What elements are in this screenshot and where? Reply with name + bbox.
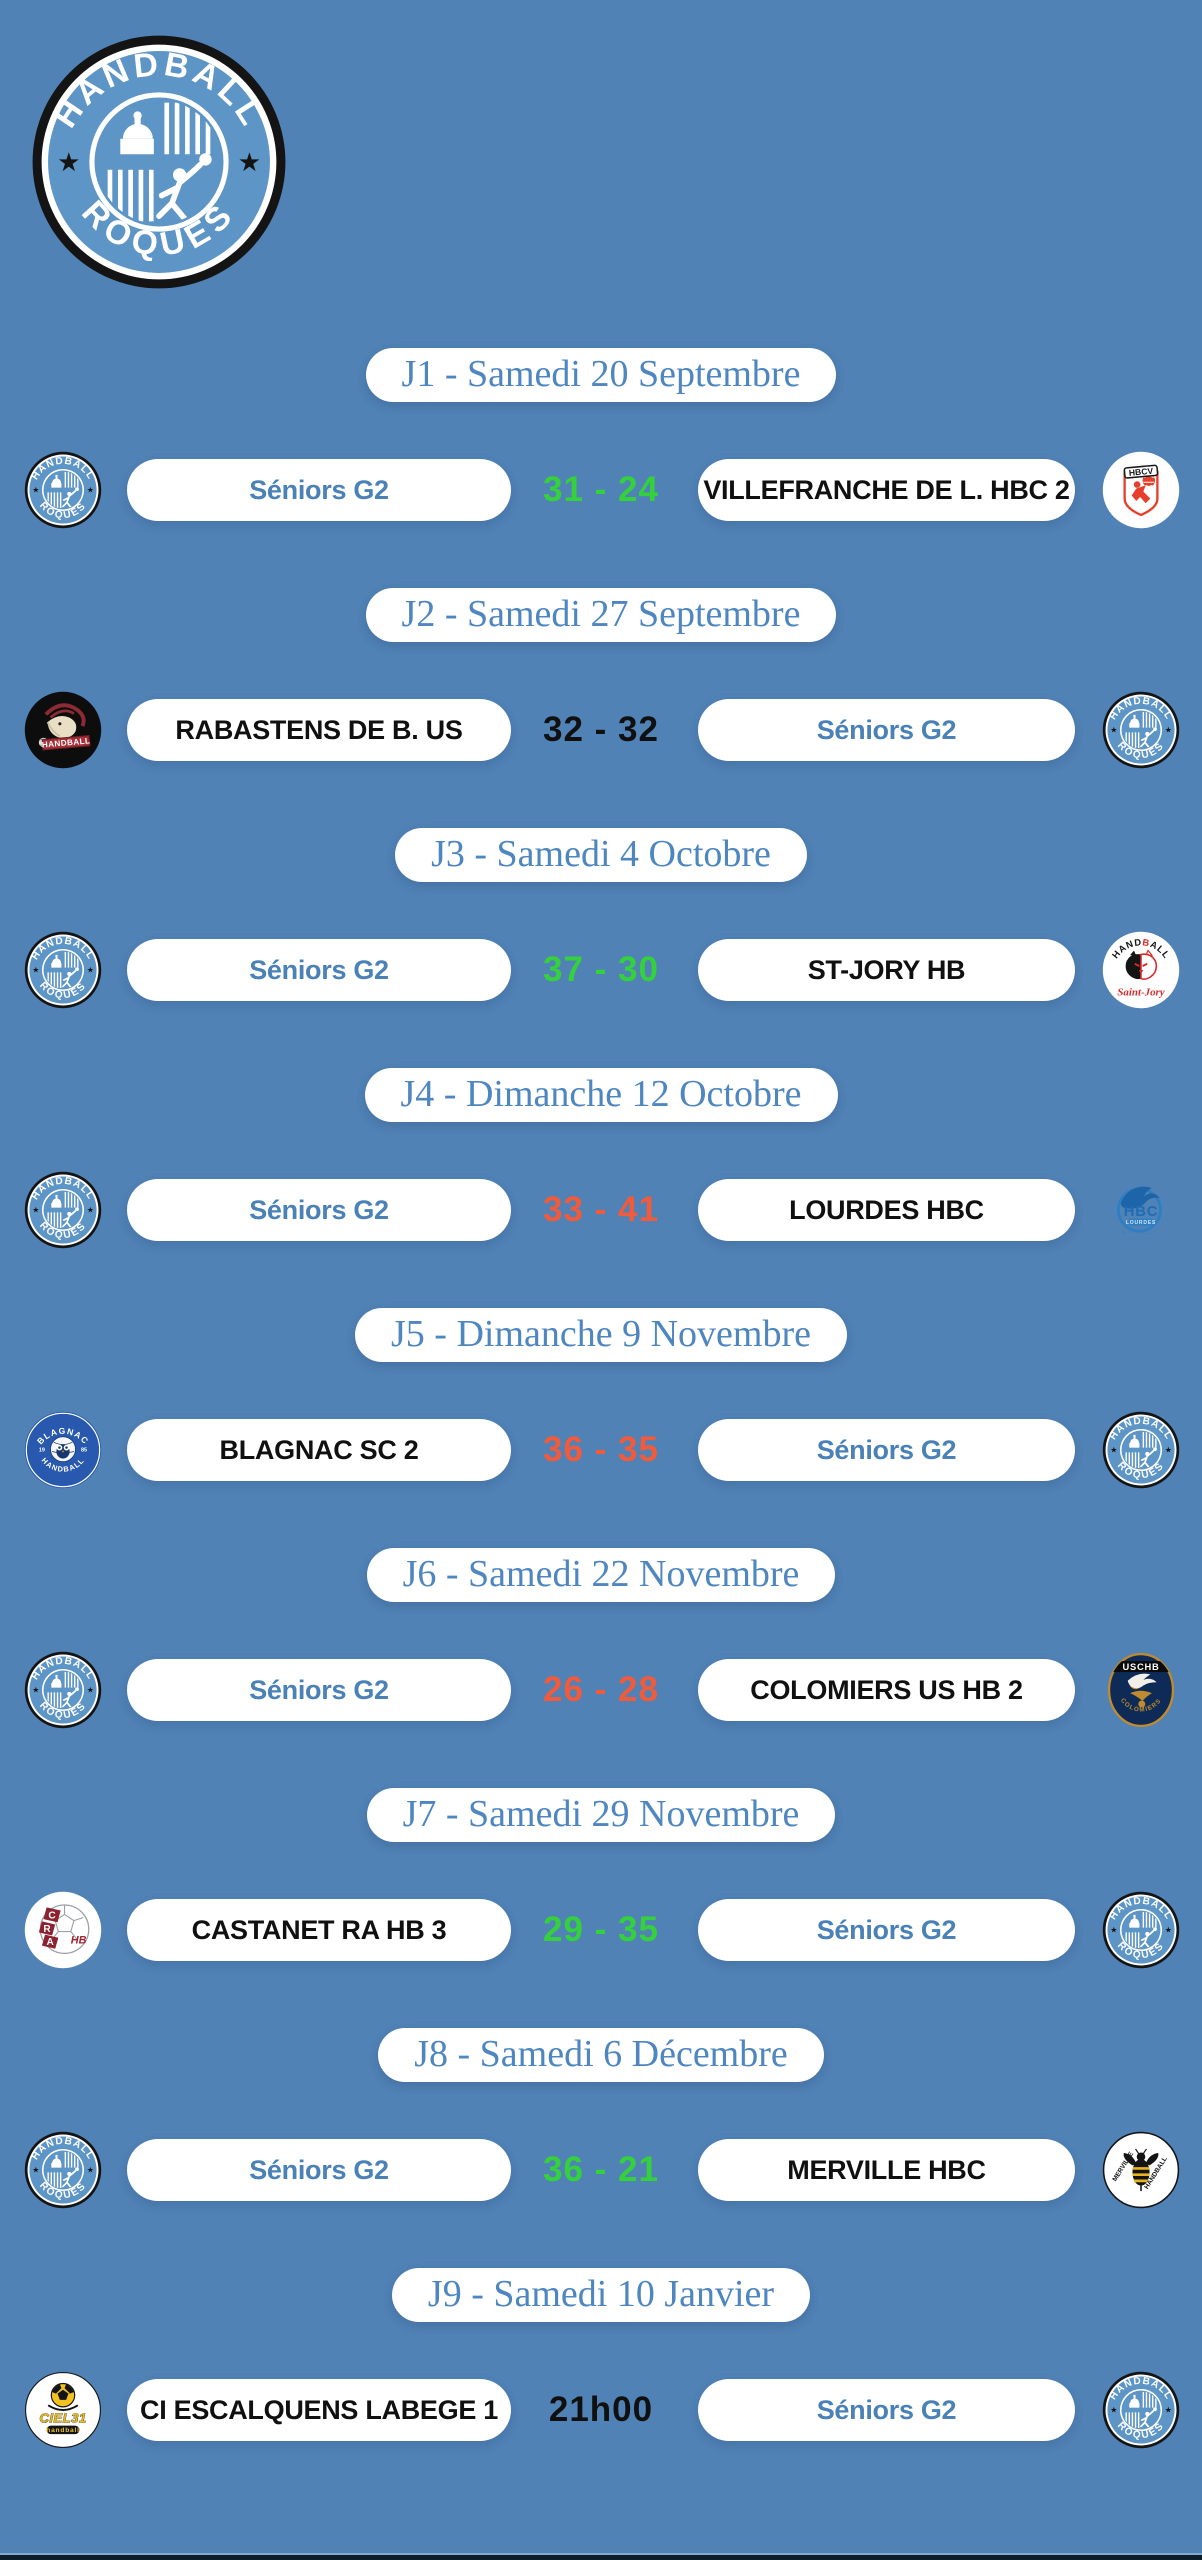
matchday-section-j7 [0, 1788, 1202, 2028]
home-team-pill[interactable] [127, 2379, 511, 2441]
match-score: 33 - 41 [543, 1190, 659, 1229]
away-club-logo-stjory-icon [1102, 931, 1180, 1009]
matchday-section-j5 [0, 1308, 1202, 1548]
handball-roques-club-logo-icon [30, 33, 288, 291]
home-team-name: Séniors G2 [249, 954, 389, 985]
matchday-header [0, 1068, 1202, 1122]
home-team-name: Séniors G2 [249, 1194, 389, 1225]
home-team-name: BLAGNAC SC 2 [219, 1434, 419, 1465]
home-club-logo-roques-icon [24, 1171, 102, 1249]
home-club-logo-castanet-icon [24, 1891, 102, 1969]
away-team-name: VILLEFRANCHE DE L. HBC 2 [703, 474, 1070, 505]
away-club-logo-colomiers-icon [1102, 1651, 1180, 1729]
match-row [0, 1411, 1202, 1489]
home-team-pill[interactable] [127, 1899, 511, 1961]
match-score: 29 - 35 [543, 1910, 659, 1949]
home-club-logo-roques-icon [24, 1651, 102, 1729]
matchday-header-label: J5 - Dimanche 9 Novembre [391, 1313, 811, 1355]
home-team-pill[interactable] [127, 939, 511, 1001]
matchday-header-pill [378, 2028, 824, 2082]
home-club-logo-ciel31-icon [24, 2371, 102, 2449]
away-team-name: MERVILLE HBC [787, 2154, 986, 2185]
matchday-section-j3 [0, 828, 1202, 1068]
away-team-pill[interactable] [698, 2139, 1075, 2201]
matchday-header-label: J1 - Samedi 20 Septembre [401, 353, 801, 395]
matchday-section-j9 [0, 2268, 1202, 2508]
matchday-section-j1 [0, 348, 1202, 588]
home-team-pill[interactable] [127, 2139, 511, 2201]
away-club-logo-lourdes-icon [1102, 1171, 1180, 1249]
home-team-name: Séniors G2 [249, 474, 389, 505]
away-team-name: LOURDES HBC [789, 1194, 984, 1225]
matchday-header-pill [392, 2268, 810, 2322]
matchday-header [0, 828, 1202, 882]
matchday-header-label: J9 - Samedi 10 Janvier [427, 2273, 775, 2315]
matchday-section-j8 [0, 2028, 1202, 2268]
matchday-header [0, 1788, 1202, 1842]
match-score: 36 - 21 [543, 2150, 659, 2189]
match-row [0, 1651, 1202, 1729]
match-row [0, 2371, 1202, 2449]
match-score: 37 - 30 [543, 950, 659, 989]
match-score: 36 - 35 [543, 1430, 659, 1469]
home-club-logo-roques-icon [24, 451, 102, 529]
match-row [0, 1171, 1202, 1249]
matchday-header-pill [367, 1548, 836, 1602]
away-team-pill[interactable] [698, 1899, 1075, 1961]
away-team-pill[interactable] [698, 1179, 1075, 1241]
match-row [0, 451, 1202, 529]
matchday-header-pill [367, 1788, 836, 1842]
match-row [0, 2131, 1202, 2209]
home-team-name: Séniors G2 [249, 1674, 389, 1705]
home-team-pill[interactable] [127, 699, 511, 761]
home-team-pill[interactable] [127, 1179, 511, 1241]
matchday-header-pill [366, 348, 837, 402]
away-team-pill[interactable] [698, 699, 1075, 761]
matchday-header-pill [355, 1308, 847, 1362]
matchday-header-label: J2 - Samedi 27 Septembre [401, 593, 801, 635]
away-team-pill[interactable] [698, 939, 1075, 1001]
matchday-header [0, 2268, 1202, 2322]
away-team-pill[interactable] [698, 1419, 1075, 1481]
home-club-logo-rabastens-icon [24, 691, 102, 769]
matchday-section-j2 [0, 588, 1202, 828]
home-club-logo-roques-icon [24, 931, 102, 1009]
matchday-header-label: J4 - Dimanche 12 Octobre [400, 1073, 802, 1115]
home-team-name: RABASTENS DE B. US [175, 714, 463, 745]
home-team-pill[interactable] [127, 459, 511, 521]
matchday-header [0, 588, 1202, 642]
home-team-name: Séniors G2 [249, 2154, 389, 2185]
home-club-logo-roques-icon [24, 2131, 102, 2209]
away-team-pill[interactable] [698, 459, 1075, 521]
matchday-section-j4 [0, 1068, 1202, 1308]
away-club-logo-roques-icon [1102, 2371, 1180, 2449]
match-score: 31 - 24 [543, 470, 659, 509]
away-team-pill[interactable] [698, 1659, 1075, 1721]
match-row [0, 691, 1202, 769]
away-club-logo-roques-icon [1102, 1891, 1180, 1969]
away-team-name: ST-JORY HB [807, 954, 966, 985]
home-team-name: CI ESCALQUENS LABEGE 1 [140, 2394, 498, 2425]
match-row [0, 1891, 1202, 1969]
matchday-header [0, 1548, 1202, 1602]
matchday-section-j6 [0, 1548, 1202, 1788]
away-club-logo-roques-icon [1102, 691, 1180, 769]
away-club-logo-merville-icon [1102, 2131, 1180, 2209]
bottom-bar [0, 2555, 1202, 2560]
away-club-logo-hbcv-icon [1102, 451, 1180, 529]
matchday-header-label: J7 - Samedi 29 Novembre [402, 1793, 800, 1835]
matchday-header-label: J6 - Samedi 22 Novembre [402, 1553, 800, 1595]
away-team-name: Séniors G2 [816, 714, 957, 745]
home-team-pill[interactable] [127, 1419, 511, 1481]
home-team-name: CASTANET RA HB 3 [191, 1914, 447, 1945]
matchday-header-pill [365, 1068, 838, 1122]
matchday-header [0, 348, 1202, 402]
away-team-pill[interactable] [698, 2379, 1075, 2441]
away-club-logo-roques-icon [1102, 1411, 1180, 1489]
matchday-header [0, 1308, 1202, 1362]
matchday-header-label: J3 - Samedi 4 Octobre [431, 833, 771, 875]
matchday-header-pill [395, 828, 807, 882]
away-team-name: COLOMIERS US HB 2 [750, 1674, 1023, 1705]
home-club-logo-blagnac-icon [24, 1411, 102, 1489]
away-team-name: Séniors G2 [816, 1434, 957, 1465]
match-score: 32 - 32 [543, 710, 659, 749]
away-team-name: Séniors G2 [816, 1914, 957, 1945]
match-row [0, 931, 1202, 1009]
matchday-header [0, 2028, 1202, 2082]
match-score: 21h00 [548, 2390, 654, 2429]
matchday-header-pill [366, 588, 837, 642]
match-score: 26 - 28 [543, 1670, 659, 1709]
home-team-pill[interactable] [127, 1659, 511, 1721]
away-team-name: Séniors G2 [816, 2394, 957, 2425]
matchday-header-label: J8 - Samedi 6 Décembre [414, 2033, 788, 2075]
